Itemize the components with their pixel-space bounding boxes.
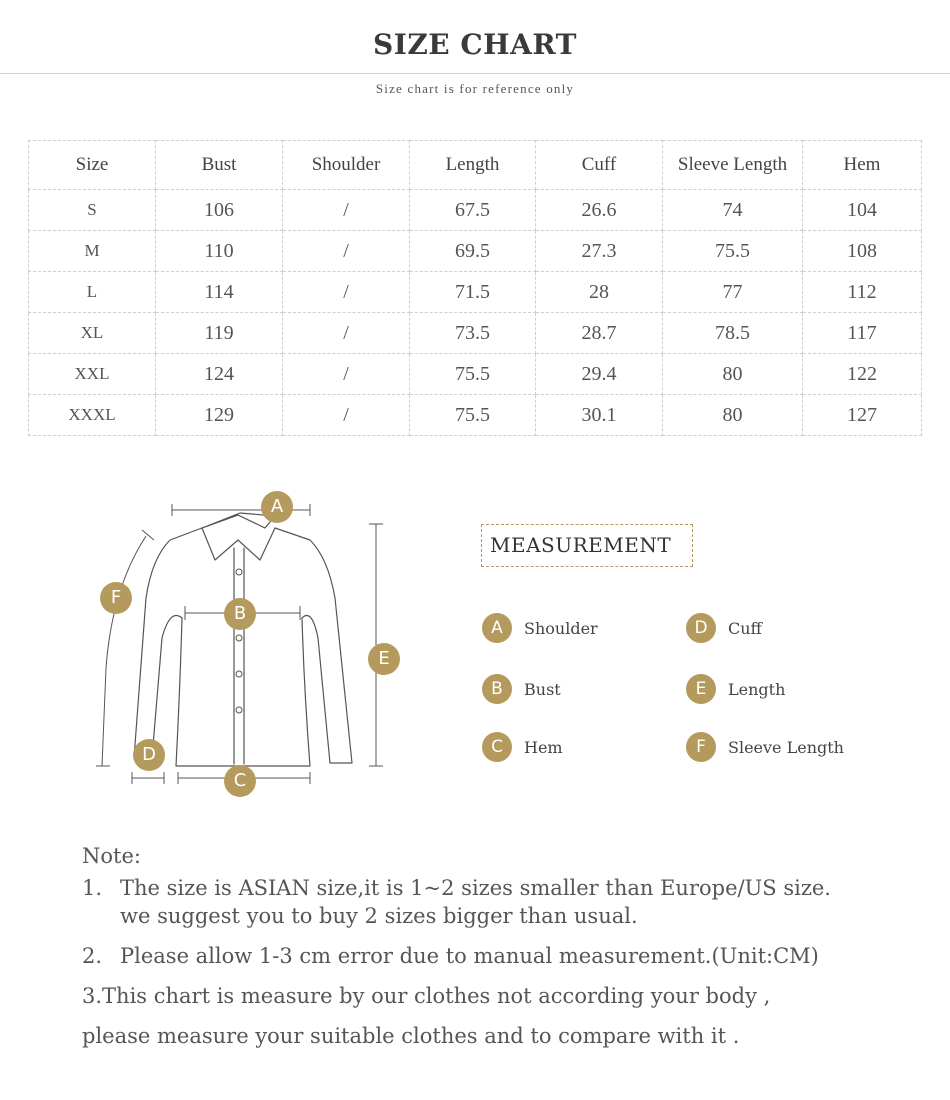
column-header-shoulder: Shoulder [283, 141, 410, 190]
legend-item-hem [482, 732, 563, 762]
table-cell: 114 [156, 272, 283, 313]
column-header-cuff: Cuff [536, 141, 663, 190]
marker-a-badge: A [261, 491, 293, 523]
table-cell: 28 [536, 272, 663, 313]
table-cell: XXXL [29, 395, 156, 436]
marker-f-badge: F [100, 582, 132, 614]
table-cell: 67.5 [410, 190, 536, 231]
legend-label: Sleeve Length [728, 737, 844, 757]
legend-item-length [686, 674, 785, 704]
note-item-3: 3.This chart is measure by our clothes not according your body , [82, 984, 771, 1008]
legend-badge: E [686, 674, 716, 704]
table-row [29, 231, 922, 272]
legend-badge: D [686, 613, 716, 643]
table-cell: S [29, 190, 156, 231]
legend-label: Length [728, 679, 786, 699]
table-cell: 30.1 [536, 395, 663, 436]
table-cell: 129 [156, 395, 283, 436]
column-header-hem: Hem [803, 141, 922, 190]
note-number: 2. [82, 944, 103, 968]
table-cell: 110 [156, 231, 283, 272]
column-header-sleeve-length: Sleeve Length [663, 141, 803, 190]
legend-badge: F [686, 732, 716, 762]
table-cell: 73.5 [410, 313, 536, 354]
table-cell: 106 [156, 190, 283, 231]
legend-badge: C [482, 732, 512, 762]
marker-b-badge: B [224, 598, 256, 630]
table-cell: 119 [156, 313, 283, 354]
table-cell: / [283, 313, 410, 354]
legend-item-sleeve-length [686, 732, 844, 762]
table-cell: 69.5 [410, 231, 536, 272]
table-cell: / [283, 190, 410, 231]
table-cell: XL [29, 313, 156, 354]
table-row [29, 395, 922, 436]
table-cell: 80 [663, 354, 803, 395]
legend-badge: B [482, 674, 512, 704]
table-cell: 122 [803, 354, 922, 395]
table-cell: / [283, 354, 410, 395]
table-cell: 112 [803, 272, 922, 313]
legend-label: Bust [524, 679, 561, 699]
table-cell: / [283, 272, 410, 313]
table-cell: 108 [803, 231, 922, 272]
marker-c-badge: C [224, 765, 256, 797]
table-cell: 28.7 [536, 313, 663, 354]
note-item-2 [82, 942, 912, 970]
column-header-length: Length [410, 141, 536, 190]
marker-d-badge: D [133, 739, 165, 771]
page-subtitle: Size chart is for reference only [375, 81, 575, 96]
shirt-measurement-diagram [90, 488, 410, 803]
notes-section [82, 842, 912, 1050]
column-header-size: Size [29, 141, 156, 190]
legend-badge: A [482, 613, 512, 643]
measurement-title: MEASUREMENT [481, 524, 693, 567]
table-row [29, 190, 922, 231]
note-text: we suggest you to buy 2 sizes bigger than usual. [120, 904, 638, 928]
table-cell: 75.5 [663, 231, 803, 272]
note-number: 1. [82, 876, 103, 900]
table-cell: M [29, 231, 156, 272]
table-cell: 104 [803, 190, 922, 231]
table-cell: 29.4 [536, 354, 663, 395]
table-cell: 117 [803, 313, 922, 354]
table-row [29, 272, 922, 313]
size-table [28, 140, 922, 436]
legend-label: Cuff [728, 618, 762, 638]
table-cell: 127 [803, 395, 922, 436]
table-cell: 74 [663, 190, 803, 231]
legend-label: Shoulder [524, 618, 598, 638]
table-cell: L [29, 272, 156, 313]
table-row [29, 354, 922, 395]
table-cell: 71.5 [410, 272, 536, 313]
note-item-3-continued: please measure your suitable clothes and to compare with it . [82, 1024, 740, 1048]
table-cell: 77 [663, 272, 803, 313]
note-text: Please allow 1-3 cm error due to manual measurement.(Unit:CM) [120, 944, 819, 968]
note-text: The size is ASIAN size,it is 1~2 sizes smaller than Europe/US size. [120, 876, 831, 900]
table-cell: XXL [29, 354, 156, 395]
table-row [29, 313, 922, 354]
legend-item-cuff [686, 613, 762, 643]
marker-e-badge: E [368, 643, 400, 675]
note-item-1 [82, 874, 912, 930]
page-title: SIZE CHART [373, 28, 577, 61]
table-cell: 75.5 [410, 395, 536, 436]
table-cell: 26.6 [536, 190, 663, 231]
column-header-bust: Bust [156, 141, 283, 190]
table-cell: 80 [663, 395, 803, 436]
table-cell: 27.3 [536, 231, 663, 272]
table-cell: 75.5 [410, 354, 536, 395]
table-cell: / [283, 395, 410, 436]
legend-item-bust [482, 674, 561, 704]
table-cell: 78.5 [663, 313, 803, 354]
table-cell: 124 [156, 354, 283, 395]
table-header-row [29, 141, 922, 190]
table-cell: / [283, 231, 410, 272]
legend-label: Hem [524, 737, 563, 757]
notes-heading: Note: [82, 844, 141, 868]
title-divider [0, 73, 950, 74]
legend-item-shoulder [482, 613, 598, 643]
